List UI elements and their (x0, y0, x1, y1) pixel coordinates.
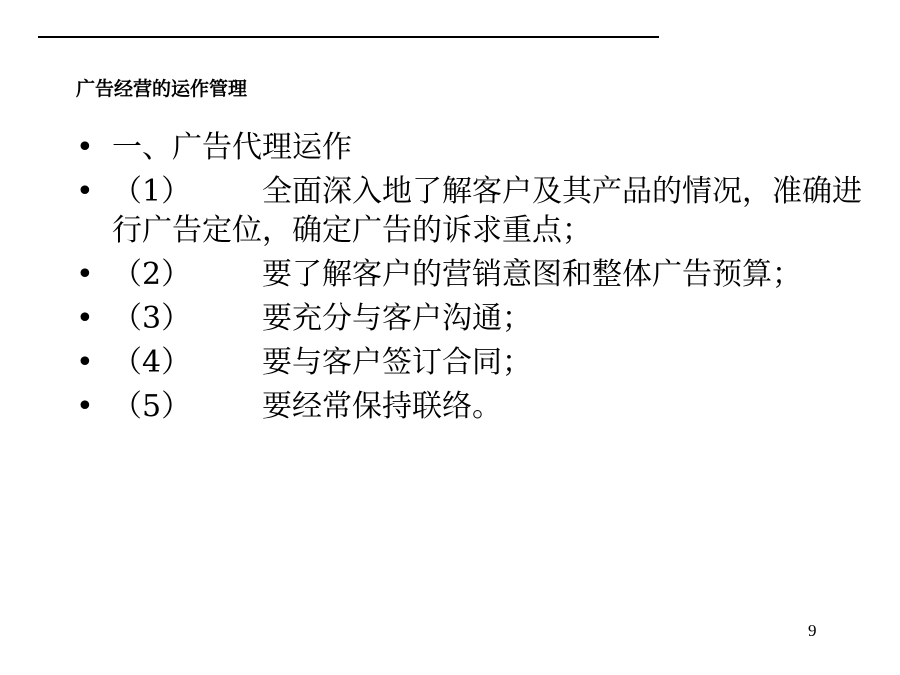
bullet-text: 全面深入地了解客户及其产品的情况，准确进行广告定位，确定广告的诉求重点； (112, 174, 862, 248)
bullet-number: （5） (112, 389, 192, 424)
slide-title: 广告经营的运作管理 (76, 78, 248, 100)
bullet-number: （2） (112, 257, 192, 292)
bullet-dot-icon: • (76, 389, 94, 424)
bullet-item-3 (76, 299, 866, 338)
bullet-dot-icon: • (76, 257, 94, 292)
bullet-text: 要经常保持联络。 (262, 389, 502, 424)
bullet-item-5 (76, 387, 866, 426)
page-number: 9 (808, 621, 817, 640)
bullet-item-1 (76, 172, 866, 250)
title-divider-line (38, 36, 659, 38)
bullet-list (76, 128, 866, 431)
bullet-number: （1） (112, 174, 192, 209)
bullet-number: （4） (112, 345, 192, 380)
bullet-number: （3） (112, 301, 192, 336)
bullet-text: 要充分与客户沟通； (262, 301, 532, 336)
bullet-text: 要了解客户的营销意图和整体广告预算； (262, 257, 802, 292)
bullet-item-2 (76, 255, 866, 294)
bullet-dot-icon: • (76, 130, 94, 165)
bullet-text: 要与客户签订合同； (262, 345, 532, 380)
bullet-dot-icon: • (76, 345, 94, 380)
bullet-dot-icon: • (76, 174, 94, 209)
bullet-item-4 (76, 343, 866, 382)
bullet-text: 一、广告代理运作 (112, 130, 352, 165)
bullet-item-heading (76, 128, 866, 167)
bullet-dot-icon: • (76, 301, 94, 336)
